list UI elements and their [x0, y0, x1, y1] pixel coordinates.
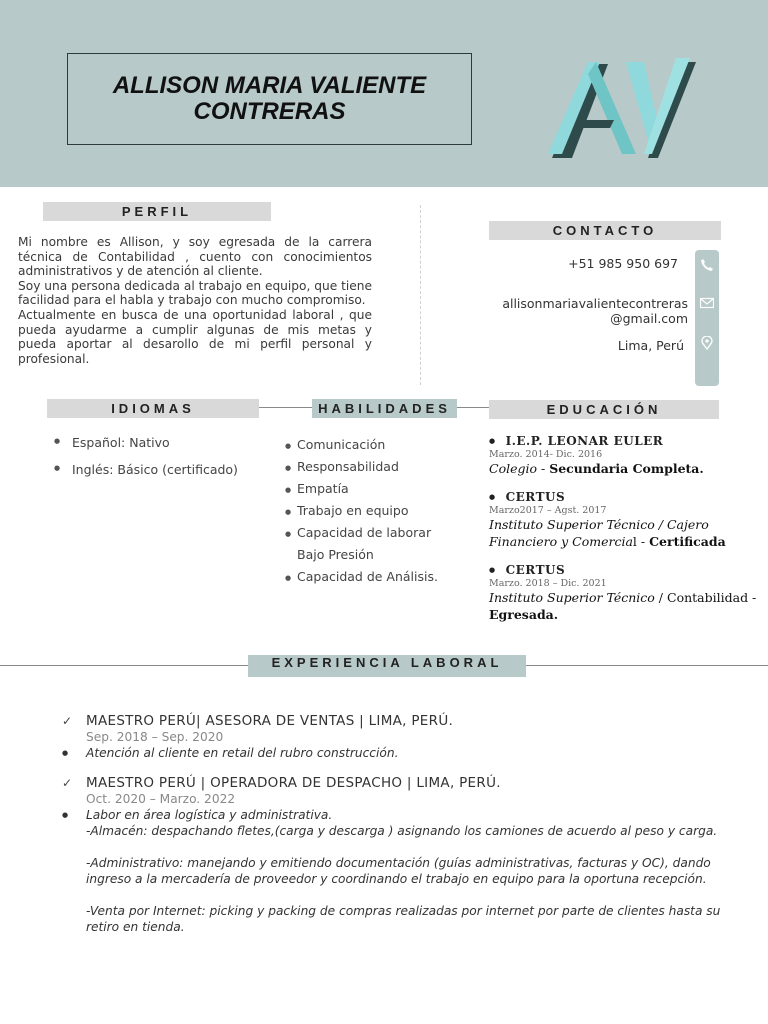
job-title: ✓ MAESTRO PERÚ| ASESORA DE VENTAS | LIMA, PERÚ. — [62, 713, 454, 729]
job-date: Sep. 2018 – Sep. 2020 — [86, 730, 224, 744]
job-description: ● Labor en área logística y administrativa. -Almacén: despachando fletes,(carga y descarga ) asignando los camiones de acuerdo al peso y carga. -Administrativo: manejando y emitiendo documentación (guías administrativas, facturas y OC), dando ingreso a la mercadería de proveedor y coordinando el trabajo en equipo para la oportuna recepción. -Venta por Internet: picking y packing de compras realizadas por internet por parte de clientes hasta su retiro en tienda. — [62, 808, 721, 934]
check-icon: ✓ — [62, 776, 73, 790]
contact-icon-strip — [695, 250, 719, 386]
job-item — [62, 775, 727, 935]
edu-item: ● I.E.P. LEONAR EULER Marzo. 2014- Dic. 2016 Colegio - Secundaria Completa. — [489, 434, 704, 476]
candidate-name: ALLISON MARIA VALIENTE CONTRERAS — [112, 72, 427, 125]
idiomas-heading: IDIOMAS — [47, 399, 259, 418]
perfil-text: Mi nombre es Allison, y soy egresada de la carrera técnica de Contabilidad , cuento con conocimientos administrativos y de atención al cliente. Soy una persona dedicada al trabajo en equipo, que tiene facilidad para el habla y trabajo con mucho compromiso. Actualmente en busca de una oportunidad laboral , que pueda ayudarme a cumplir algunas de mis metas y pueda aportar al desarollo de mi perfil personal y profesional. — [18, 235, 372, 366]
habilidades-heading: HABILIDADES — [312, 399, 457, 418]
location-icon — [699, 336, 715, 352]
divider-line — [456, 407, 490, 408]
divider-line — [0, 665, 250, 666]
contact-info — [486, 256, 688, 353]
experiencia-list — [62, 713, 727, 949]
divider-line — [524, 665, 768, 666]
edu-item: ● CERTUS Marzo. 2018 – Dic. 2021 Instituto Superior Técnico / Contabilidad - Egresada. — [489, 563, 757, 622]
phone-number: +51 985 950 697 — [568, 256, 678, 271]
divider-vertical — [420, 205, 421, 385]
location: Lima, Perú — [617, 338, 684, 353]
job-title: ✓ MAESTRO PERÚ | OPERADORA DE DESPACHO | LIMA, PERÚ. — [62, 775, 501, 791]
contacto-heading: CONTACTO — [489, 221, 721, 240]
phone-icon — [699, 258, 715, 274]
list-item: ● Trabajo en equipo — [285, 503, 438, 525]
edu-item: ● CERTUS Marzo2017 – Agst. 2017 Instituto Superior Técnico / Cajero Financiero y Comercial - Certificada — [489, 490, 726, 549]
experiencia-heading: EXPERIENCIA LABORAL — [248, 655, 526, 677]
idiomas-list — [54, 435, 238, 489]
mail-icon — [699, 297, 715, 313]
list-item: ● Empatía — [285, 481, 438, 503]
educacion-list — [489, 434, 759, 636]
list-item-continuation: Bajo Presión — [297, 547, 374, 562]
job-description: ● Atención al cliente en retail del rubro construcción. — [62, 746, 399, 760]
name-box — [67, 53, 472, 145]
list-item: ● Comunicación — [285, 437, 438, 459]
habilidades-list — [285, 437, 438, 591]
list-item: ● Responsabilidad — [285, 459, 438, 481]
list-item: ● Inglés: Básico (certificado) — [54, 462, 238, 477]
list-item: ● Capacidad de Análisis. — [285, 569, 438, 591]
perfil-heading: PERFIL — [43, 202, 271, 221]
list-item: ● Capacidad de laborar — [285, 525, 438, 547]
check-icon: ✓ — [62, 714, 73, 728]
divider-line — [258, 407, 314, 408]
list-item: ● Español: Nativo — [54, 435, 238, 450]
email: allisonmariavalientecontreras @gmail.com — [502, 296, 688, 326]
educacion-heading: EDUCACIÓN — [489, 400, 719, 419]
job-date: Oct. 2020 – Marzo. 2022 — [86, 792, 236, 806]
av-logo — [548, 58, 698, 162]
job-item — [62, 713, 727, 761]
